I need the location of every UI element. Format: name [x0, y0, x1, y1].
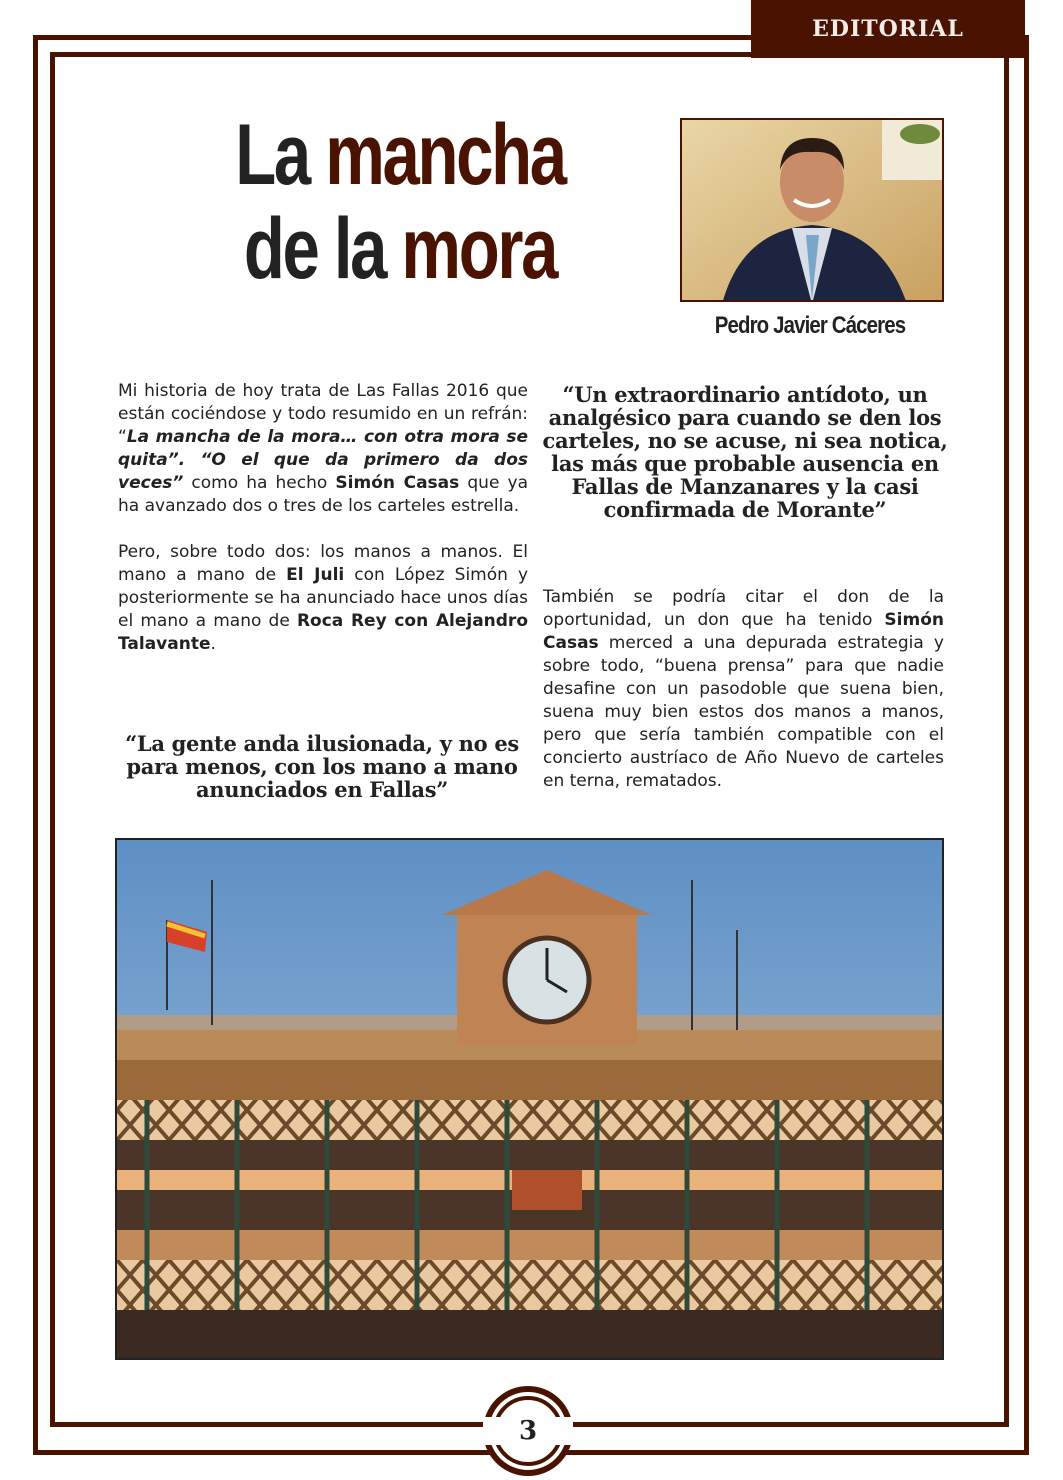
emphasis-text: Simón Casas: [335, 473, 460, 493]
page-number-badge: [483, 1386, 573, 1476]
bullring-photo: [115, 838, 944, 1360]
paragraph: [543, 586, 944, 793]
title-word: de la: [243, 201, 386, 297]
page-number: 3: [518, 1416, 538, 1446]
emphasis-text: La mancha de la mora… con otra mora se quita”. “O el que da primero da dos veces”: [118, 427, 528, 493]
article-title: [160, 108, 640, 296]
text-run: También se podría citar el don de la oportunidad, un don que ha tenido: [543, 587, 944, 630]
author-portrait: [680, 118, 944, 302]
text-run: Mi historia de hoy trata de Las Fallas 2016 que están cociéndose y todo resumido en un refrán: “: [118, 381, 528, 447]
text-run: .: [210, 634, 216, 654]
pull-quote-left: “La gente anda ilusionada, y no es para menos, con los mano a mano anunciados en Fallas”: [125, 731, 519, 802]
pull-quote-right: “Un extraordinario antídoto, un analgésico para cuando se den los carteles, no se acuse, ni sea notica, las más que probable ausencia en Fallas de Manzanares y la casi confirmada de Morante”: [542, 382, 948, 522]
text-run: que ya ha avanzado dos o tres de los carteles estrella.: [118, 473, 528, 516]
text-run: Pero, sobre todo dos: los manos a manos. El mano a mano de: [118, 542, 528, 585]
emphasis-text: Simón Casas: [543, 610, 944, 653]
paragraph: [118, 541, 528, 656]
text-run: con López Simón y posteriormente se ha anunciado hace unos días el mano a mano de: [118, 565, 528, 631]
title-word: mora: [401, 201, 557, 297]
author-name: Pedro Javier Cáceres: [714, 312, 906, 339]
emphasis-text: El Juli: [286, 565, 345, 585]
emphasis-text: Roca Rey con Alejandro Talavante: [118, 611, 528, 654]
text-run: merced a una depurada estrategia y sobre todo, “buena prensa” para que nadie desafine con un pasodoble que suena bien, suena muy bien estos dos manos a manos, pero que sería también compatible con el concierto austríaco de Año Nuevo de carteles en terna, rematados.: [543, 633, 944, 791]
text-run: como ha hecho: [183, 473, 336, 493]
title-word: La: [235, 107, 309, 203]
section-tab: EDITORIAL: [751, 0, 1025, 58]
paragraph: [118, 380, 528, 518]
left-column: [118, 380, 528, 679]
right-column: [543, 586, 944, 816]
title-word: mancha: [325, 107, 565, 203]
